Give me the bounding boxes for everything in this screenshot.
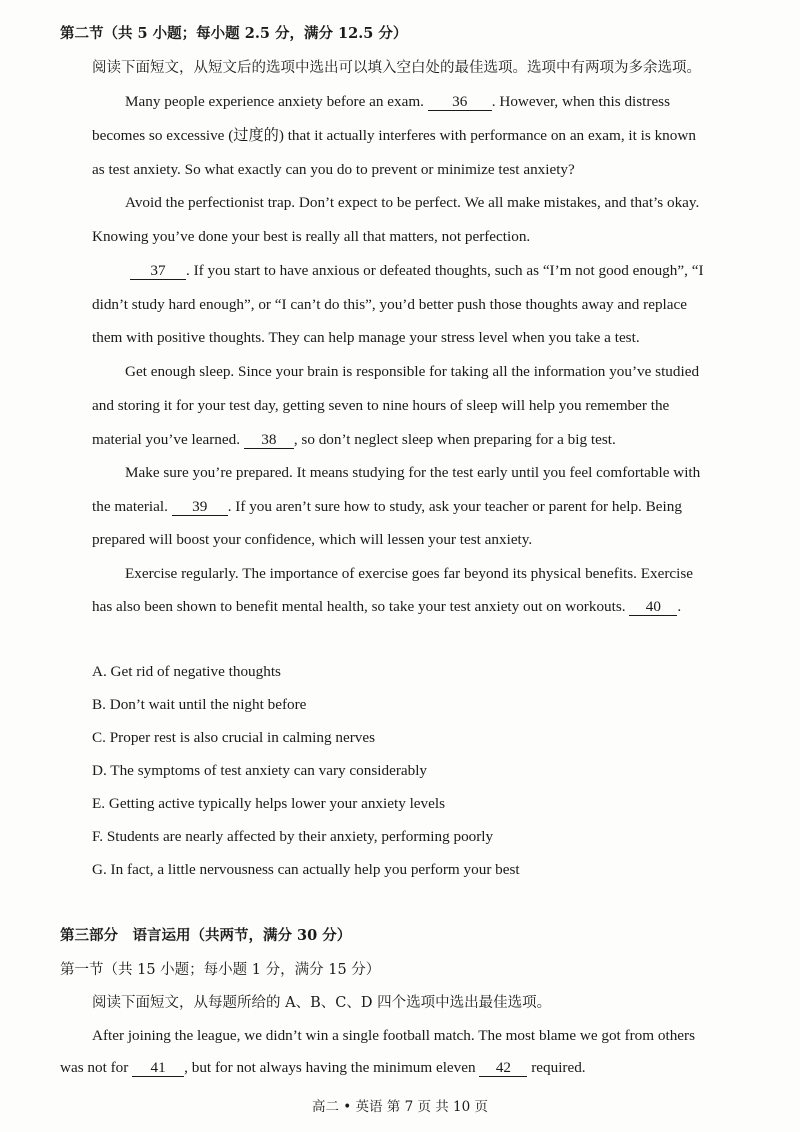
blank-42: 42 <box>479 1059 527 1077</box>
passage-text: . However, when this distress <box>491 93 671 110</box>
passage-line <box>92 597 681 617</box>
passage-text: was not for <box>60 1059 129 1076</box>
passage-line: Get enough sleep. Since your brain is responsible for taking all the information you’ve studied <box>125 363 700 380</box>
blank-37: 37 <box>130 262 186 280</box>
passage-line: them with positive thoughts. They can help manage your stress level when you take a test. <box>92 329 640 346</box>
option-d: D. The symptoms of test anxiety can vary considerably <box>92 762 428 779</box>
blank-36: 36 <box>428 93 492 111</box>
blank-40: 40 <box>629 598 677 616</box>
passage-line: After joining the league, we didn’t win a single football match. The most blame we got from others <box>92 1027 695 1044</box>
passage-line <box>125 92 670 112</box>
passage-line: Make sure you’re prepared. It means studying for the test early until you feel comfortable with <box>125 464 701 481</box>
option-c: C. Proper rest is also crucial in calming nerves <box>92 729 376 746</box>
blank-38: 38 <box>244 431 294 449</box>
passage-text: has also been shown to benefit mental health, so take your test anxiety out on workouts. <box>92 598 626 615</box>
passage-line: and storing it for your test day, getting seven to nine hours of sleep will help you remember the <box>92 397 670 414</box>
passage-line <box>60 1058 586 1078</box>
part3-section1-heading: 第一节（共 15 小题；每小题 1 分，满分 15 分） <box>60 962 381 978</box>
part3-heading: 第三部分 语言运用（共两节，满分 30 分） <box>60 927 352 944</box>
section2-heading: 第二节（共 5 小题；每小题 2.5 分，满分 12.5 分） <box>60 25 408 42</box>
passage-text: the material. <box>92 498 168 515</box>
passage-line <box>130 261 704 281</box>
section2-instruction: 阅读下面短文，从短文后的选项中选出可以填入空白处的最佳选项。选项中有两项为多余选项。 <box>92 60 701 76</box>
passage-text: . If you aren’t sure how to study, ask your teacher or parent for help. Being <box>227 498 682 515</box>
blank-41: 41 <box>132 1059 184 1077</box>
option-e: E. Getting active typically helps lower your anxiety levels <box>92 795 446 812</box>
passage-text: . If you start to have anxious or defeated thoughts, such as “I’m not good enough”, “I <box>186 262 704 279</box>
option-f: F. Students are nearly affected by their anxiety, performing poorly <box>92 828 494 845</box>
passage-text: , so don’t neglect sleep when preparing for a big test. <box>293 431 616 448</box>
passage-line <box>92 430 616 450</box>
page-footer: 高二 • 英语 第 7 页 共 10 页 <box>311 1099 489 1115</box>
passage-line: prepared will boost your confidence, which will lessen your test anxiety. <box>92 531 533 548</box>
part3-instruction: 阅读下面短文，从每题所给的 A、B、C、D 四个选项中选出最佳选项。 <box>92 995 552 1011</box>
option-g: G. In fact, a little nervousness can actually help you perform your best <box>92 861 520 878</box>
passage-text: . <box>677 598 682 615</box>
option-a: A. Get rid of negative thoughts <box>92 663 281 680</box>
passage-line: Avoid the perfectionist trap. Don’t expect to be perfect. We all make mistakes, and that’s okay. <box>125 194 700 211</box>
passage-line: becomes so excessive (过度的) that it actually interferes with performance on an exam, it is known <box>92 127 696 144</box>
passage-line: as test anxiety. So what exactly can you do to prevent or minimize test anxiety? <box>92 161 575 178</box>
blank-39: 39 <box>172 498 228 516</box>
passage-text: material you’ve learned. <box>92 431 241 448</box>
passage-line <box>92 497 682 517</box>
passage-line: Exercise regularly. The importance of exercise goes far beyond its physical benefits. Exercise <box>125 565 694 582</box>
passage-text: , but for not always having the minimum eleven <box>184 1059 476 1076</box>
passage-text: required. <box>531 1059 586 1076</box>
option-b: B. Don’t wait until the night before <box>92 696 307 713</box>
passage-line: Knowing you’ve done your best is really all that matters, not perfection. <box>92 228 531 245</box>
passage-line: didn’t study hard enough”, or “I can’t do this”, you’d better push those thoughts away and replace <box>92 296 687 313</box>
passage-text: Many people experience anxiety before an exam. <box>125 93 424 110</box>
